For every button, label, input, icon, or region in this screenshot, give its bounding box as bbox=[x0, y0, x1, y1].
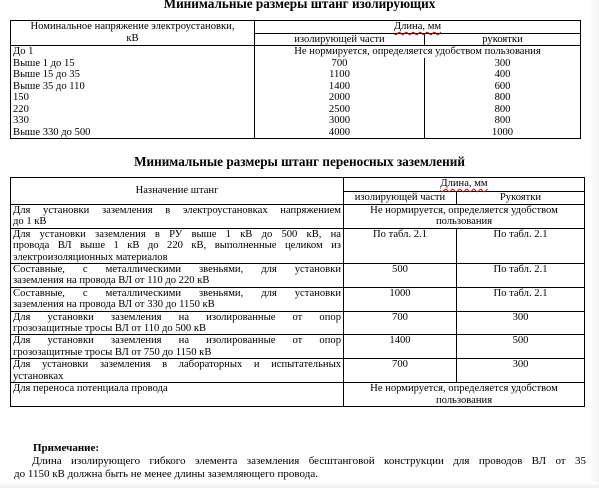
grounding-rods-table bbox=[10, 177, 585, 407]
table2-head-handle: Рукоятки bbox=[457, 191, 585, 205]
table1-head-handle: рукоятки bbox=[425, 33, 581, 46]
table-row: До 1 Не нормируется, определяется удобством пользования bbox=[11, 46, 581, 58]
table-row: Для установки заземления в лабораторных и испытательных установках 700 300 bbox=[11, 359, 585, 383]
table1-head-insulating: изолирующей части bbox=[255, 33, 425, 46]
table2-head-length: Длина, мм bbox=[344, 178, 585, 192]
table1-header-row bbox=[11, 21, 581, 34]
page-bottom-shadow bbox=[0, 482, 599, 488]
table1-title: Минимальные размеры штанг изолирующих bbox=[163, 0, 436, 11]
table-row: Выше 330 до 500 4000 1000 bbox=[11, 127, 581, 139]
table1-head-voltage: Номинальное напряжение электроустановки, кВ bbox=[11, 21, 255, 46]
table-row: Составные, с металлическими звеньями, для установки заземления на провода ВЛ от 330 до 1150 кВ 1000 По табл. 2.1 bbox=[11, 287, 585, 311]
table2-head-insulating: изолирующей части bbox=[344, 191, 457, 205]
insulating-rods-table bbox=[10, 20, 581, 139]
note-line-2: до 1150 кВ должна быть не менее длины заземляющего провода. bbox=[14, 468, 318, 480]
note-heading: Примечание: bbox=[33, 442, 100, 454]
table2-head-purpose: Назначение штанг bbox=[11, 178, 344, 205]
table2-title: Минимальные размеры штанг переносных заземлений bbox=[134, 154, 465, 169]
table-row: Составные, с металлическими звеньями, для установки заземления на провода ВЛ от 110 до 220 кВ 500 По табл. 2.1 bbox=[11, 264, 585, 288]
table-row: 220 2500 800 bbox=[11, 104, 581, 116]
note-text bbox=[14, 455, 586, 481]
table2-header-row bbox=[11, 178, 585, 192]
table-row: Для установки заземления на изолированные от опор грозозащитные тросы ВЛ от 110 до 500 кВ 700 300 bbox=[11, 311, 585, 335]
page-edge-shadow bbox=[589, 0, 599, 488]
table-row: Выше 35 до 110 1400 600 bbox=[11, 81, 581, 93]
table-row: Выше 1 до 15 700 300 bbox=[11, 58, 581, 70]
table-row: Для установки заземления в электроустановках напряжением до 1 кВ Не нормируется, определяется удобством пользования bbox=[11, 205, 585, 229]
table-row: 150 2000 800 bbox=[11, 92, 581, 104]
table-row: Для установки заземления в РУ выше 1 кВ до 500 кВ, на провода ВЛ выше 1 кВ до 220 кВ, выполненные целиком из электроизоляционных материалов По табл. 2.1 По табл. 2.1 bbox=[11, 228, 585, 263]
table-row: 330 3000 800 bbox=[11, 115, 581, 127]
table-row: Для переноса потенциала провода Не нормируется, определяется удобством пользования bbox=[11, 383, 585, 407]
table-row: Выше 15 до 35 1100 400 bbox=[11, 69, 581, 81]
table1-head-length: Длина, мм bbox=[255, 21, 581, 34]
note-line-1: Длина изолирующего гибкого элемента заземления бесштанговой конструкции для проводов ВЛ от 35 bbox=[32, 455, 586, 467]
table-row: Для установки заземления на изолированные от опор грозозащитные тросы ВЛ от 750 до 1150 кВ 1400 500 bbox=[11, 335, 585, 359]
